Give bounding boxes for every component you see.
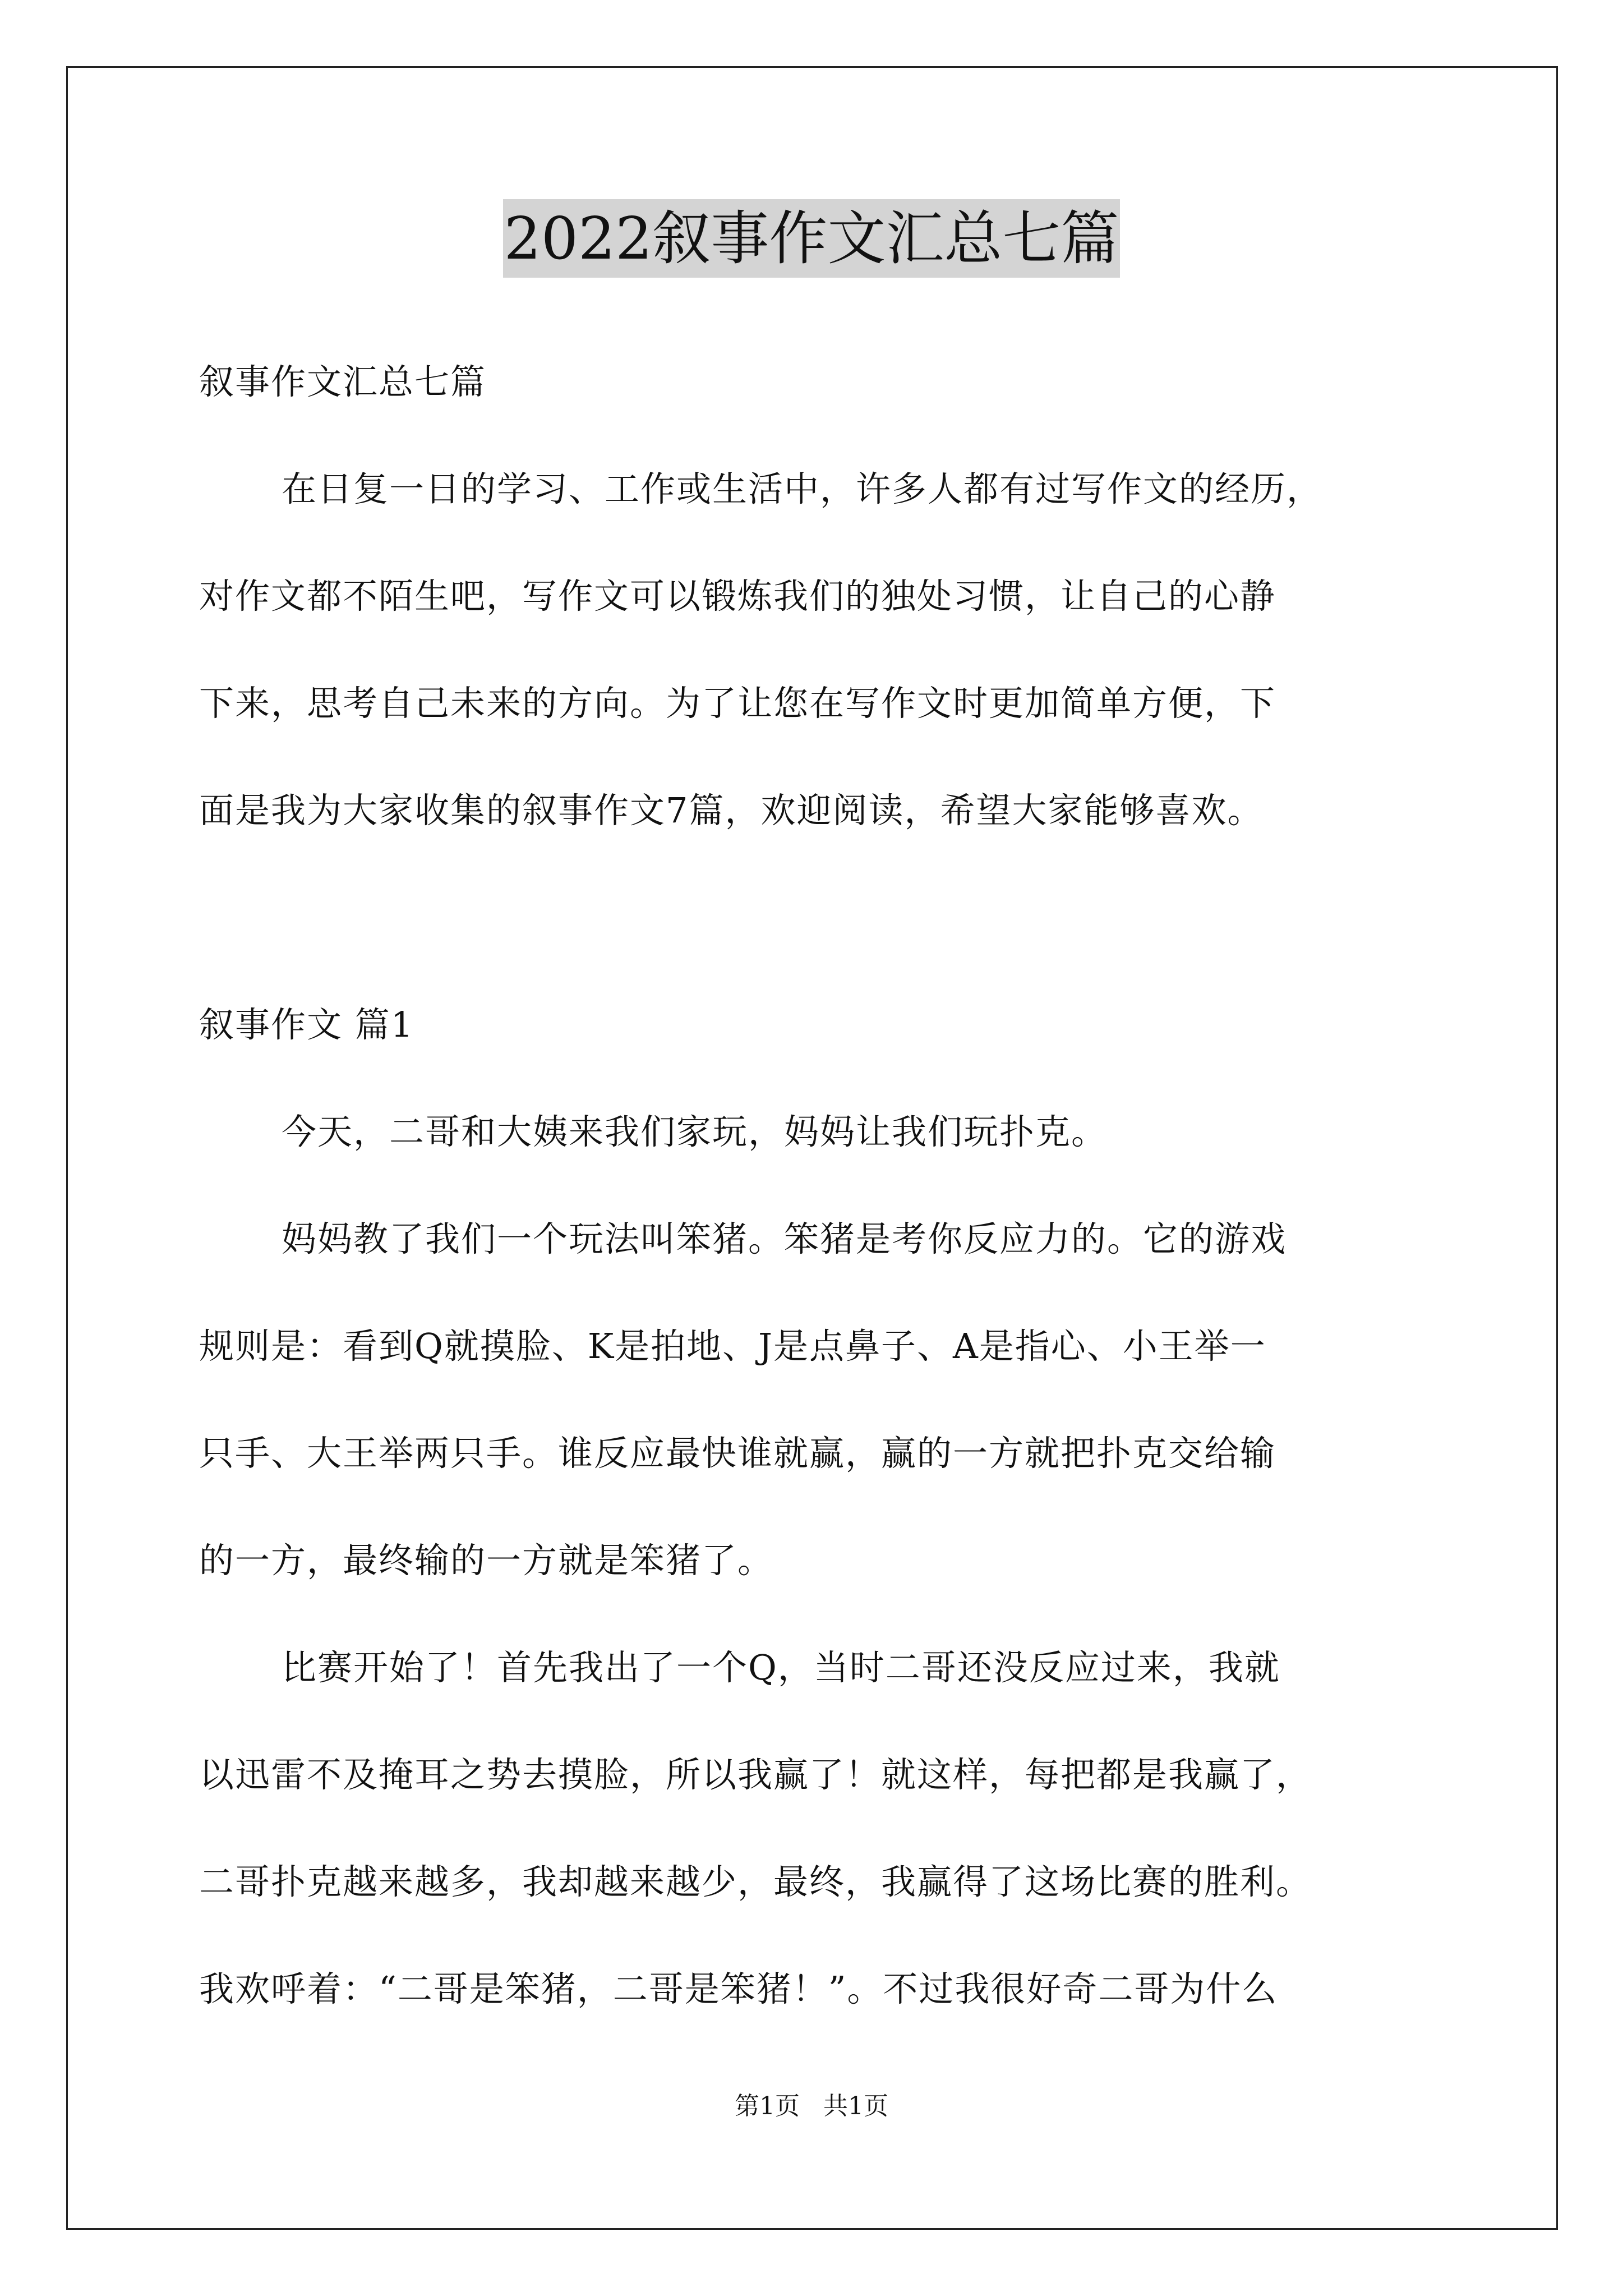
intro-line: 下来，思考自己未来的方向。为了让您在写作文时更加简单方便，下 [199,683,1276,724]
document-title: 2022叙事作文汇总七篇 [503,199,1121,278]
paragraph-line: 以迅雷不及掩耳之势去摸脸，所以我赢了！就这样，每把都是我赢了， [199,1754,1312,1795]
page-total: 共1页 [823,2092,888,2120]
paragraph-line: 我欢呼着：“二哥是笨猪，二哥是笨猪！”。不过我很好奇二哥为什么 [199,1968,1278,2009]
paragraph-line: 比赛开始了！首先我出了一个Q，当时二哥还没反应过来，我就 [282,1647,1280,1688]
paragraph-line: 二哥扑克越来越多，我却越来越少，最终，我赢得了这场比赛的胜利。 [199,1861,1312,1902]
paragraph-line: 妈妈教了我们一个玩法叫笨猪。笨猪是考你反应力的。它的游戏 [282,1218,1287,1259]
title-container [0,199,1623,278]
paragraph-line: 只手、大王举两只手。谁反应最快谁就赢，赢的一方就把扑克交给输 [199,1433,1276,1474]
paragraph-line: 今天，二哥和大姨来我们家玩，妈妈让我们玩扑克。 [282,1111,1108,1152]
paragraph-line: 的一方，最终输的一方就是笨猪了。 [199,1540,774,1581]
subtitle: 叙事作文汇总七篇 [199,361,487,402]
intro-line: 面是我为大家收集的叙事作文7篇，欢迎阅读，希望大家能够喜欢。 [199,790,1264,831]
section-heading: 叙事作文 篇1 [199,1004,414,1045]
paragraph-line: 规则是：看到Q就摸脸、K是拍地、J是点鼻子、A是指心、小王举一 [199,1326,1266,1366]
intro-line: 对作文都不陌生吧，写作文可以锻炼我们的独处习惯，让自己的心静 [199,576,1276,616]
intro-line: 在日复一日的学习、工作或生活中，许多人都有过写作文的经历， [282,468,1323,509]
page-number: 第1页 [735,2092,800,2120]
page-footer [0,2090,1623,2123]
